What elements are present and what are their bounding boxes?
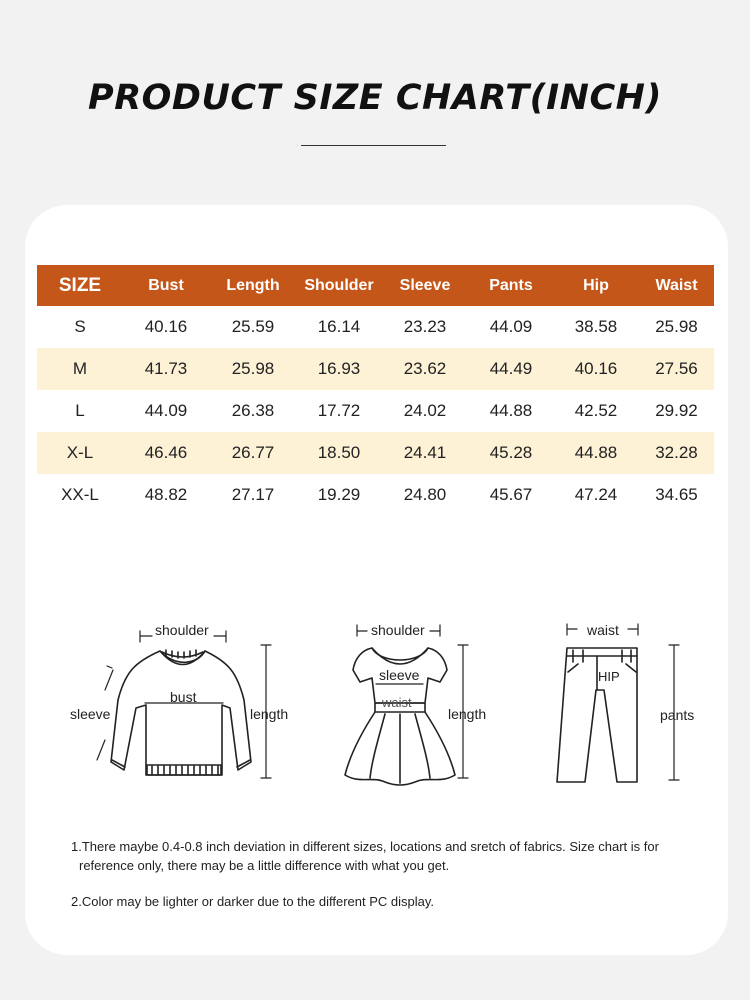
pants-waist-label: waist <box>587 622 619 638</box>
sweater-shoulder-label: shoulder <box>155 622 209 638</box>
dress-waist-label: waist <box>382 695 412 710</box>
pants-length-label: pants <box>660 707 695 723</box>
cell-length: 26.38 <box>231 401 275 420</box>
cell-length: 25.98 <box>209 348 297 390</box>
cell-pants: 44.88 <box>489 401 533 420</box>
cell-shoulder: 16.93 <box>297 348 381 390</box>
cell-size: M <box>37 348 123 390</box>
cell-length: 27.17 <box>231 485 275 504</box>
cell-pants: 44.49 <box>469 348 553 390</box>
cell-sleeve: 24.80 <box>403 485 447 504</box>
cell-hip: 40.16 <box>553 348 639 390</box>
cell-size: L <box>75 401 85 420</box>
cell-sleeve: 23.62 <box>381 348 469 390</box>
header-waist: Waist <box>639 265 714 306</box>
header-length: Length <box>209 265 297 306</box>
cell-bust: 48.82 <box>144 485 188 504</box>
cell-hip: 47.24 <box>574 485 618 504</box>
pants-icon <box>557 624 679 782</box>
cell-pants: 44.09 <box>489 317 533 336</box>
dress-sleeve-label: sleeve <box>379 667 420 683</box>
cell-bust: 46.46 <box>123 432 209 474</box>
header-pants: Pants <box>469 265 553 306</box>
note-deviation: 1.There maybe 0.4-0.8 inch deviation in different sizes, locations and sretch of fabrics. Size chart is for reference only, there may be a little difference with what you get. <box>71 839 659 873</box>
cell-hip: 38.58 <box>574 317 618 336</box>
header-bust: Bust <box>123 265 209 306</box>
dress-shoulder-label: shoulder <box>371 622 425 638</box>
header-sleeve: Sleeve <box>381 265 469 306</box>
cell-size: S <box>74 317 86 336</box>
note-color: 2.Color may be lighter or darker due to the different PC display. <box>71 894 434 909</box>
cell-size: X-L <box>37 432 123 474</box>
cell-bust: 40.16 <box>144 317 188 336</box>
page-title: PRODUCT SIZE CHART(INCH) <box>88 78 662 118</box>
cell-waist: 29.92 <box>655 401 698 420</box>
cell-sleeve: 24.02 <box>403 401 447 420</box>
cell-waist: 32.28 <box>639 432 714 474</box>
sweater-length-label: length <box>250 706 289 722</box>
cell-length: 26.77 <box>209 432 297 474</box>
header-shoulder: Shoulder <box>297 265 381 306</box>
cell-pants: 45.28 <box>469 432 553 474</box>
cell-pants: 45.67 <box>489 485 533 504</box>
header-size: SIZE <box>37 265 123 306</box>
pants-hip-label: HIP <box>598 669 620 684</box>
cell-sleeve: 23.23 <box>403 317 447 336</box>
sweater-bust-label: bust <box>170 689 197 705</box>
cell-shoulder: 18.50 <box>297 432 381 474</box>
cell-sleeve: 24.41 <box>381 432 469 474</box>
cell-shoulder: 16.14 <box>317 317 361 336</box>
cell-length: 25.59 <box>231 317 275 336</box>
cell-waist: 25.98 <box>655 317 698 336</box>
cell-waist: 27.56 <box>639 348 714 390</box>
cell-shoulder: 19.29 <box>317 485 361 504</box>
cell-bust: 41.73 <box>123 348 209 390</box>
cell-hip: 44.88 <box>553 432 639 474</box>
cell-size: XX-L <box>61 485 99 504</box>
cell-hip: 42.52 <box>574 401 618 420</box>
dress-length-label: length <box>448 706 487 722</box>
sweater-sleeve-label: sleeve <box>70 706 111 722</box>
header-hip: Hip <box>553 265 639 306</box>
cell-shoulder: 17.72 <box>317 401 361 420</box>
cell-waist: 34.65 <box>655 485 698 504</box>
cell-bust: 44.09 <box>144 401 188 420</box>
